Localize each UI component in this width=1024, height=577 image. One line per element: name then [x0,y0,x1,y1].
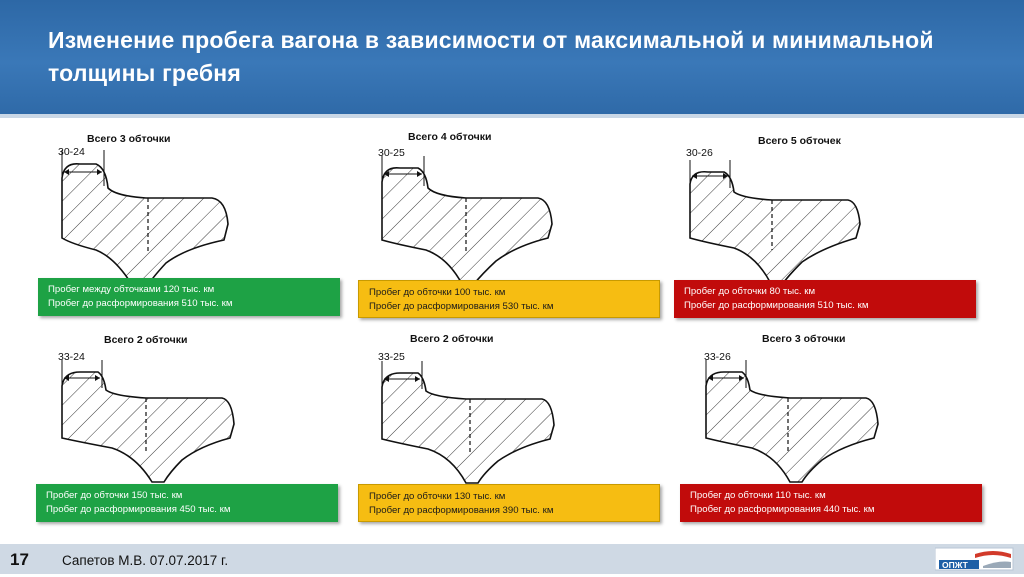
mileage-info-box [674,280,976,318]
wheel-profile-drawing [36,332,346,492]
panel-caption: Всего 2 обточки [104,334,188,346]
page-number: 17 [10,550,29,569]
panel-caption: Всего 3 обточки [762,333,846,345]
wheel-profile-drawing [672,132,982,292]
mileage-line-2: Пробег до расформирования 390 тыс. км [369,505,554,516]
author-date: Сапетов М.В. 07.07.2017 г. [62,553,229,568]
opzht-logo [935,546,1015,572]
panel-5 [356,331,666,528]
wheel-profile-drawing [356,331,666,491]
panel-caption: Всего 3 обточки [87,133,171,145]
mileage-line-2: Пробег до расформирования 510 тыс. км [48,298,233,309]
panel-3 [672,132,982,323]
wheel-profile-drawing [356,126,666,286]
panel-6 [672,330,992,528]
opzht-logo-graphic [935,546,1015,572]
flange-dimension-label: 33-25 [378,351,405,363]
mileage-line-1: Пробег между обточками 120 тыс. км [48,284,215,295]
mileage-line-2: Пробег до расформирования 530 тыс. км [369,301,554,312]
panel-4 [36,332,346,528]
flange-dimension-label: 33-24 [58,351,85,363]
mileage-info-box [38,278,340,316]
mileage-info-box [358,280,660,318]
mileage-info-box [680,484,982,522]
panel-caption: Всего 2 обточки [410,333,494,345]
logo-text: ОПЖТ [942,560,968,570]
panel-caption: Всего 5 обточек [758,135,841,147]
mileage-line-1: Пробег до обточки 150 тыс. км [46,490,183,501]
wheel-profile-drawing [672,330,982,490]
mileage-info-box [36,484,338,522]
title-bar-divider [0,114,1024,118]
mileage-info-box [358,484,660,522]
flange-dimension-label: 33-26 [704,351,731,363]
panel-caption: Всего 4 обточки [408,131,492,143]
flange-dimension-label: 30-26 [686,147,713,159]
wheel-profile-drawing [36,128,346,288]
mileage-line-2: Пробег до расформирования 450 тыс. км [46,504,231,515]
mileage-line-2: Пробег до расформирования 510 тыс. км [684,300,869,311]
panel-2 [356,126,666,323]
mileage-line-1: Пробег до обточки 110 тыс. км [690,490,826,501]
mileage-line-2: Пробег до расформирования 440 тыс. км [690,504,875,515]
flange-dimension-label: 30-24 [58,146,85,158]
slide-title: Изменение пробега вагона в зависимости от максимальной и минимальной толщины гребня [48,27,934,86]
flange-dimension-label: 30-25 [378,147,405,159]
mileage-line-1: Пробег до обточки 80 тыс. км [684,286,816,297]
panel-1 [36,128,346,323]
mileage-line-1: Пробег до обточки 100 тыс. км [369,287,506,298]
mileage-line-1: Пробег до обточки 130 тыс. км [369,491,506,502]
